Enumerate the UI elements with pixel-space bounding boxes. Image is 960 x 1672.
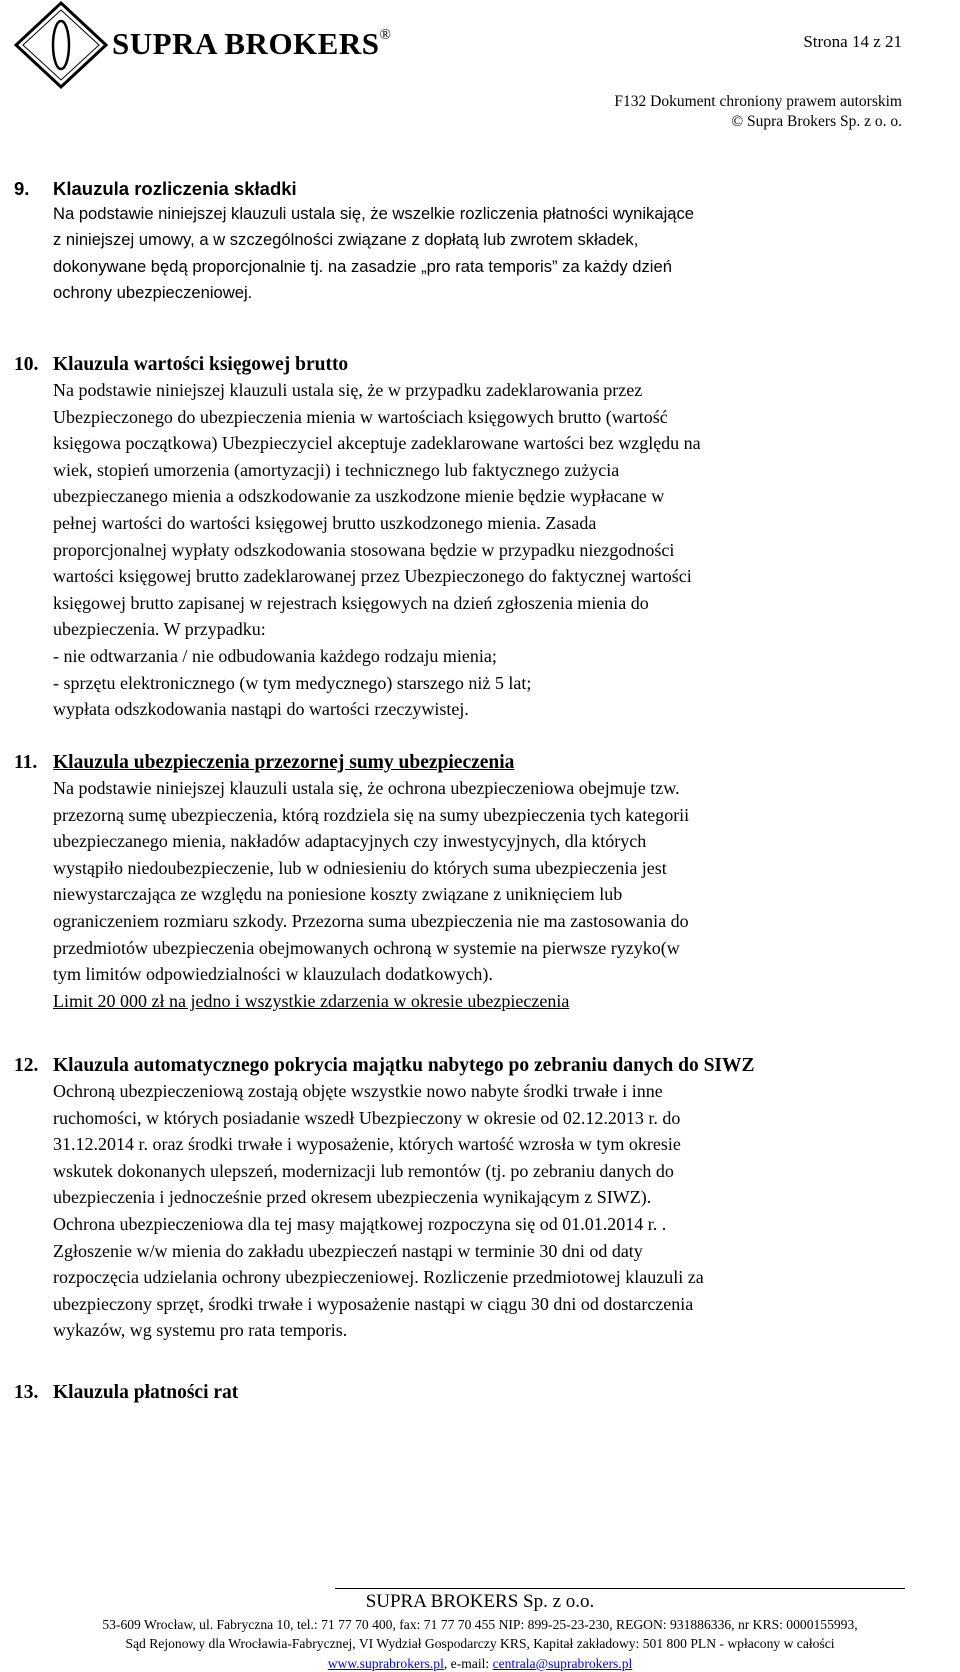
footer-address: 53-609 Wrocław, ul. Fabryczna 10, tel.: 71 77 70 400, fax: 71 77 70 455 NIP: 899-25-23-230, REGON: 931886336, nr KRS: 0000155993,	[102, 1617, 858, 1632]
copyright-owner: © Supra Brokers Sp. z o. o.	[731, 113, 902, 130]
footer-divider	[335, 1588, 905, 1589]
section-10	[14, 353, 917, 751]
section-body: Na podstawie niniejszej klauzuli ustala się, że w przypadku zadeklarowania przez Ubezpieczonego do ubezpieczenia mienia w wartościach księgowych brutto (wartość księgowa początkowa) Ubezpieczyciel akceptuje zadeklarowane wartości bez względu na wiek, stopień umorzenia (amortyzacji) i technicznego lub faktycznego zużycia ubezpieczanego mienia a odszkodowanie za uszkodzone mienie będzie wypłacane w pełnej wartości do wartości księgowej brutto uszkodzonego mienia. Zasada proporcjonalnej wypłaty odszkodowania stosowana będzie w przypadku niezgodności wartości księgowej brutto zadeklarowanej przez Ubezpieczonego do faktycznej wartości księgowej brutto zapisanej w rejestrach księgowych na dzień zgłoszenia mienia do ubezpieczenia. W przypadku: - nie odtwarzania / nie odbudowania każdego rodzaju mienia; - sprzętu elektronicznego (w tym medycznego) starszego niż 5 lat; wypłata odszkodowania nastąpi do wartości rzeczywistej.	[14, 377, 917, 723]
section-title: 13. Klauzula płatności rat	[14, 1382, 239, 1403]
page-number: Strona 14 z 21	[803, 32, 902, 51]
section-11	[14, 751, 917, 1054]
section-body: Na podstawie niniejszej klauzuli ustala się, że ochrona ubezpieczeniowa obejmuje tzw. przezorną sumę ubezpieczenia, którą rozdziela się na sumy ubezpieczenia tych kategorii ubezpieczanego mienia, nakładów adaptacyjnych czy inwestycyjnych, dla których wystąpiło niedoubezpieczenie, lub w odniesieniu do których suma ubezpieczenia jest niewystarczająca ze względu na poniesione koszty związane z uniknięciem lub ograniczeniem rozmiaru szkody. Przezorna suma ubezpieczenia nie ma zastosowania do przedmiotów ubezpieczenia obejmowanych ochroną w systemie na pierwsze ryzyko(w tym limitów odpowiedzialności w klauzulach dodatkowych). Limit 20 000 zł na jedno i wszystkie zdarzenia w okresie ubezpieczenia	[14, 775, 917, 1014]
website-link[interactable]: www.suprabrokers.pl	[327, 1656, 444, 1671]
copyright-notice: F132 Dokument chroniony prawem autorskim	[614, 93, 902, 110]
footer-company: SUPRA BROKERS Sp. z o.o.	[365, 1591, 595, 1612]
section-9	[14, 177, 917, 353]
section-title: 11. Klauzula ubezpieczenia przezornej sumy ubezpieczenia	[14, 752, 515, 773]
supra-brokers-logo	[14, 0, 109, 90]
document-content	[14, 177, 917, 1405]
brand-name: SUPRA BROKERS®	[112, 26, 392, 61]
section-title: 9. Klauzula rozliczenia składki	[14, 178, 297, 199]
section-12	[14, 1054, 917, 1381]
section-body: Ochroną ubezpieczeniową zostają objęte wszystkie nowo nabyte środki trwałe i inne ruchomości, w których posiadanie wszedł Ubezpieczony w okresie od 02.12.2013 r. do 31.12.2014 r. oraz środki trwałe i wyposażenie, których wartość wzrosła w tym okresie wskutek dokonanych ulepszeń, modernizacji lub remontów (tj. po zebraniu danych do ubezpieczenia i jednocześnie przed okresem ubezpieczenia wynikającym z SIWZ). Ochrona ubezpieczeniowa dla tej masy majątkowej rozpoczyna się od 01.01.2014 r. . Zgłoszenie w/w mienia do zakładu ubezpieczeń nastąpi w terminie 30 dni od daty rozpoczęcia udzielania ochrony ubezpieczeniowej. Rozliczenie przedmiotowej klauzuli za ubezpieczony sprzęt, środki trwałe i wyposażenie nastąpi w ciągu 30 dni od dostarczenia wykazów, wg systemu pro rata temporis.	[53, 1081, 704, 1341]
registered-mark: ®	[379, 26, 392, 43]
list-item: - sprzętu elektronicznego (w tym medycznego) starszego niż 5 lat;	[53, 672, 532, 693]
document-notice	[614, 92, 902, 132]
section-title: 12. Klauzula automatycznego pokrycia majątku nabytego po zebraniu danych do SIWZ	[14, 1055, 755, 1076]
list-item: - nie odtwarzania / nie odbudowania każdego rodzaju mienia;	[53, 645, 497, 666]
footer-contact: www.suprabrokers.pl, e-mail: centrala@suprabrokers.pl	[327, 1656, 633, 1671]
footer-court-info: Sąd Rejonowy dla Wrocławia-Fabrycznej, VI Wydział Gospodarczy KRS, Kapitał zakładowy: 501 800 PLN - wpłacony w całości	[125, 1636, 835, 1651]
coverage-limit: Limit 20 000 zł na jedno i wszystkie zdarzenia w okresie ubezpieczenia	[53, 990, 570, 1011]
section-body: Na podstawie niniejszej klauzuli ustala się, że wszelkie rozliczenia płatności wynikające z niniejszej umowy, a w szczególności związane z dopłatą lub zwrotem składek, dokonywane będą proporcjonalnie tj. na zasadzie „pro rata temporis” za każdy dzień ochrony ubezpieczeniowej.	[53, 204, 695, 303]
section-13	[14, 1381, 917, 1405]
email-link[interactable]: centrala@suprabrokers.pl	[492, 1656, 633, 1671]
section-title: 10. Klauzula wartości księgowej brutto	[14, 354, 349, 375]
